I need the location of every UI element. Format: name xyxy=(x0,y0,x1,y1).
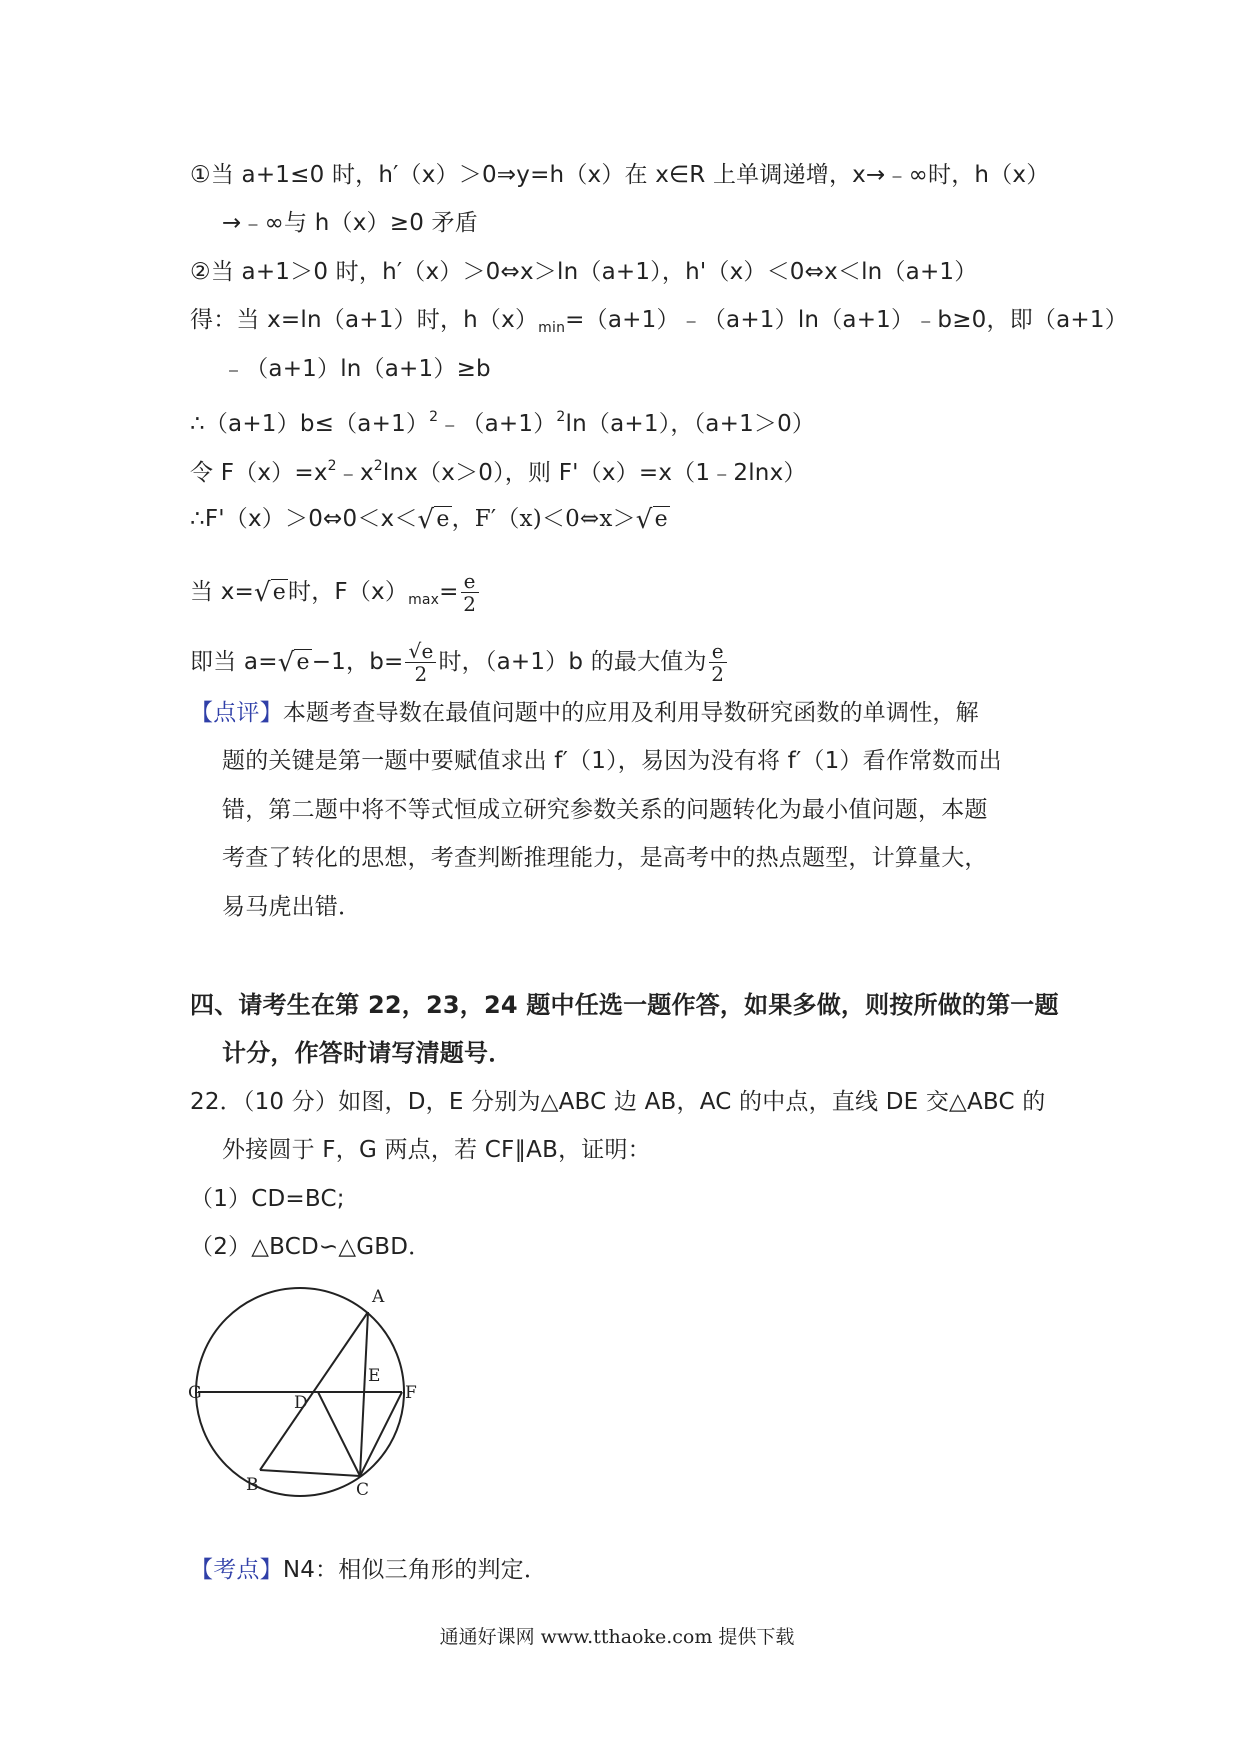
text: ﹣（a+1） xyxy=(438,411,557,437)
review-line-2: 题的关键是第一题中要赋值求出 f′（1），易因为没有将 f′（1）看作常数而出 xyxy=(222,748,1002,774)
denominator: 2 xyxy=(711,662,725,686)
label-e: E xyxy=(368,1366,381,1386)
sqrt-radicand: e xyxy=(421,639,434,663)
solution-line-10 xyxy=(190,640,729,685)
numerator: e xyxy=(461,570,479,593)
section-heading-line-1: 四、请考生在第 22，23，24 题中任选一题作答，如果多做，则按所做的第一题 xyxy=(190,991,1059,1019)
question-22-line-1: 22．（10 分）如图，D，E 分别为△ABC 边 AB，AC 的中点，直线 DE 交△ABC 的 xyxy=(190,1089,1046,1115)
fraction xyxy=(461,570,479,615)
numerator: e xyxy=(709,640,727,663)
sqrt-radicand: e xyxy=(436,507,450,532)
superscript: 2 xyxy=(373,458,383,474)
text: 时，（a+1）b 的最大值为 xyxy=(438,649,707,675)
numerator: √e xyxy=(405,640,436,663)
text: =（a+1）﹣（a+1）ln（a+1）﹣b≥0，即（a+1） xyxy=(565,307,1128,333)
label-a: A xyxy=(372,1287,385,1307)
question-22-part-2: （2）△BCD∽△GBD． xyxy=(190,1234,432,1260)
label-f: F xyxy=(405,1383,417,1403)
superscript: 2 xyxy=(556,409,566,425)
sqrt-expression: √e xyxy=(254,578,287,608)
page-footer: 通通好课网 www.tthaoke.com 提供下载 xyxy=(439,1626,795,1648)
text: ∴（a+1）b≤（a+1） xyxy=(190,411,430,437)
review-line-5: 易马虎出错． xyxy=(222,894,362,920)
text: 当 x= xyxy=(190,579,254,605)
sqrt-radicand: e xyxy=(296,650,310,675)
question-22-line-2: 外接圆于 F，G 两点，若 CF∥AB，证明： xyxy=(222,1137,651,1163)
review-line-3: 错，第二题中将不等式恒成立研究参数关系的问题转化为最小值问题，本题 xyxy=(222,797,988,823)
denominator: 2 xyxy=(463,592,477,616)
sqrt-radicand: e xyxy=(654,507,668,532)
question-22-part-1: （1）CD=BC; xyxy=(190,1186,345,1212)
sqrt-expression: √e xyxy=(635,505,668,535)
segment-ac xyxy=(360,1312,368,1476)
solution-line-9 xyxy=(190,570,481,615)
review-tag: 【点评】 xyxy=(190,700,283,726)
text: 即当 a= xyxy=(190,649,278,675)
subscript: max xyxy=(408,592,440,608)
fraction xyxy=(709,640,727,685)
superscript: 2 xyxy=(429,409,439,425)
sqrt-expression: √e xyxy=(277,648,310,678)
text: lnx（x＞0），则 F'（x）=x（1﹣2lnx） xyxy=(382,460,807,486)
text: 本题考查导数在最值问题中的应用及利用导数研究函数的单调性，解 xyxy=(282,700,979,726)
sqrt-radicand: e xyxy=(272,580,287,605)
label-d: D xyxy=(294,1393,308,1413)
text: 时，F（x） xyxy=(288,579,409,605)
solution-line-1: ①当 a+1≤0 时，h′（x）＞0⇒y=h（x）在 x∈R 上单调递增，x→﹣∞时，h（x） xyxy=(190,162,1050,188)
fraction xyxy=(405,640,436,685)
text: 令 F（x）=x xyxy=(190,460,328,486)
label-g: G xyxy=(188,1383,202,1403)
solution-line-5: ﹣（a+1）ln（a+1）≥b xyxy=(222,356,491,382)
segment-bc xyxy=(260,1470,360,1476)
subscript: min xyxy=(538,320,566,336)
superscript: 2 xyxy=(327,458,337,474)
text: F′（x)＜0⇔x＞ xyxy=(474,506,636,532)
denominator: 2 xyxy=(414,662,428,686)
sqrt-expression: √e xyxy=(417,505,450,535)
solution-line-4 xyxy=(190,305,1128,343)
text: = xyxy=(439,579,459,605)
text: ﹣x xyxy=(336,460,374,486)
solution-line-6 xyxy=(190,402,815,439)
text: ， xyxy=(451,506,475,532)
review-line-1 xyxy=(190,698,979,728)
solution-line-2: →﹣∞与 h（x）≥0 矛盾 xyxy=(222,210,478,236)
text: −1，b= xyxy=(311,649,404,675)
key-point-line xyxy=(190,1555,547,1585)
text: ∴F'（x）＞0⇔0＜x＜ xyxy=(190,506,418,532)
solution-line-7 xyxy=(190,451,807,488)
section-heading-line-2: 计分，作答时请写清题号． xyxy=(222,1039,513,1067)
label-b: B xyxy=(246,1475,259,1495)
solution-line-8 xyxy=(190,504,670,535)
circle-geometry-figure xyxy=(190,1280,440,1505)
solution-line-3: ②当 a+1＞0 时，h′（x）＞0⇔x＞ln（a+1），h'（x）＜0⇔x＜ln（a+1） xyxy=(190,259,978,285)
text: 得：当 x=ln（a+1）时，h（x） xyxy=(190,307,539,333)
review-line-4: 考查了转化的思想，考查判断推理能力，是高考中的热点题型，计算量大， xyxy=(222,845,988,871)
text: ln（a+1），（a+1＞0） xyxy=(565,411,816,437)
text: N4：相似三角形的判定． xyxy=(282,1557,548,1583)
segment-cd xyxy=(318,1392,360,1476)
label-c: C xyxy=(356,1480,370,1500)
key-point-tag: 【考点】 xyxy=(190,1557,283,1583)
